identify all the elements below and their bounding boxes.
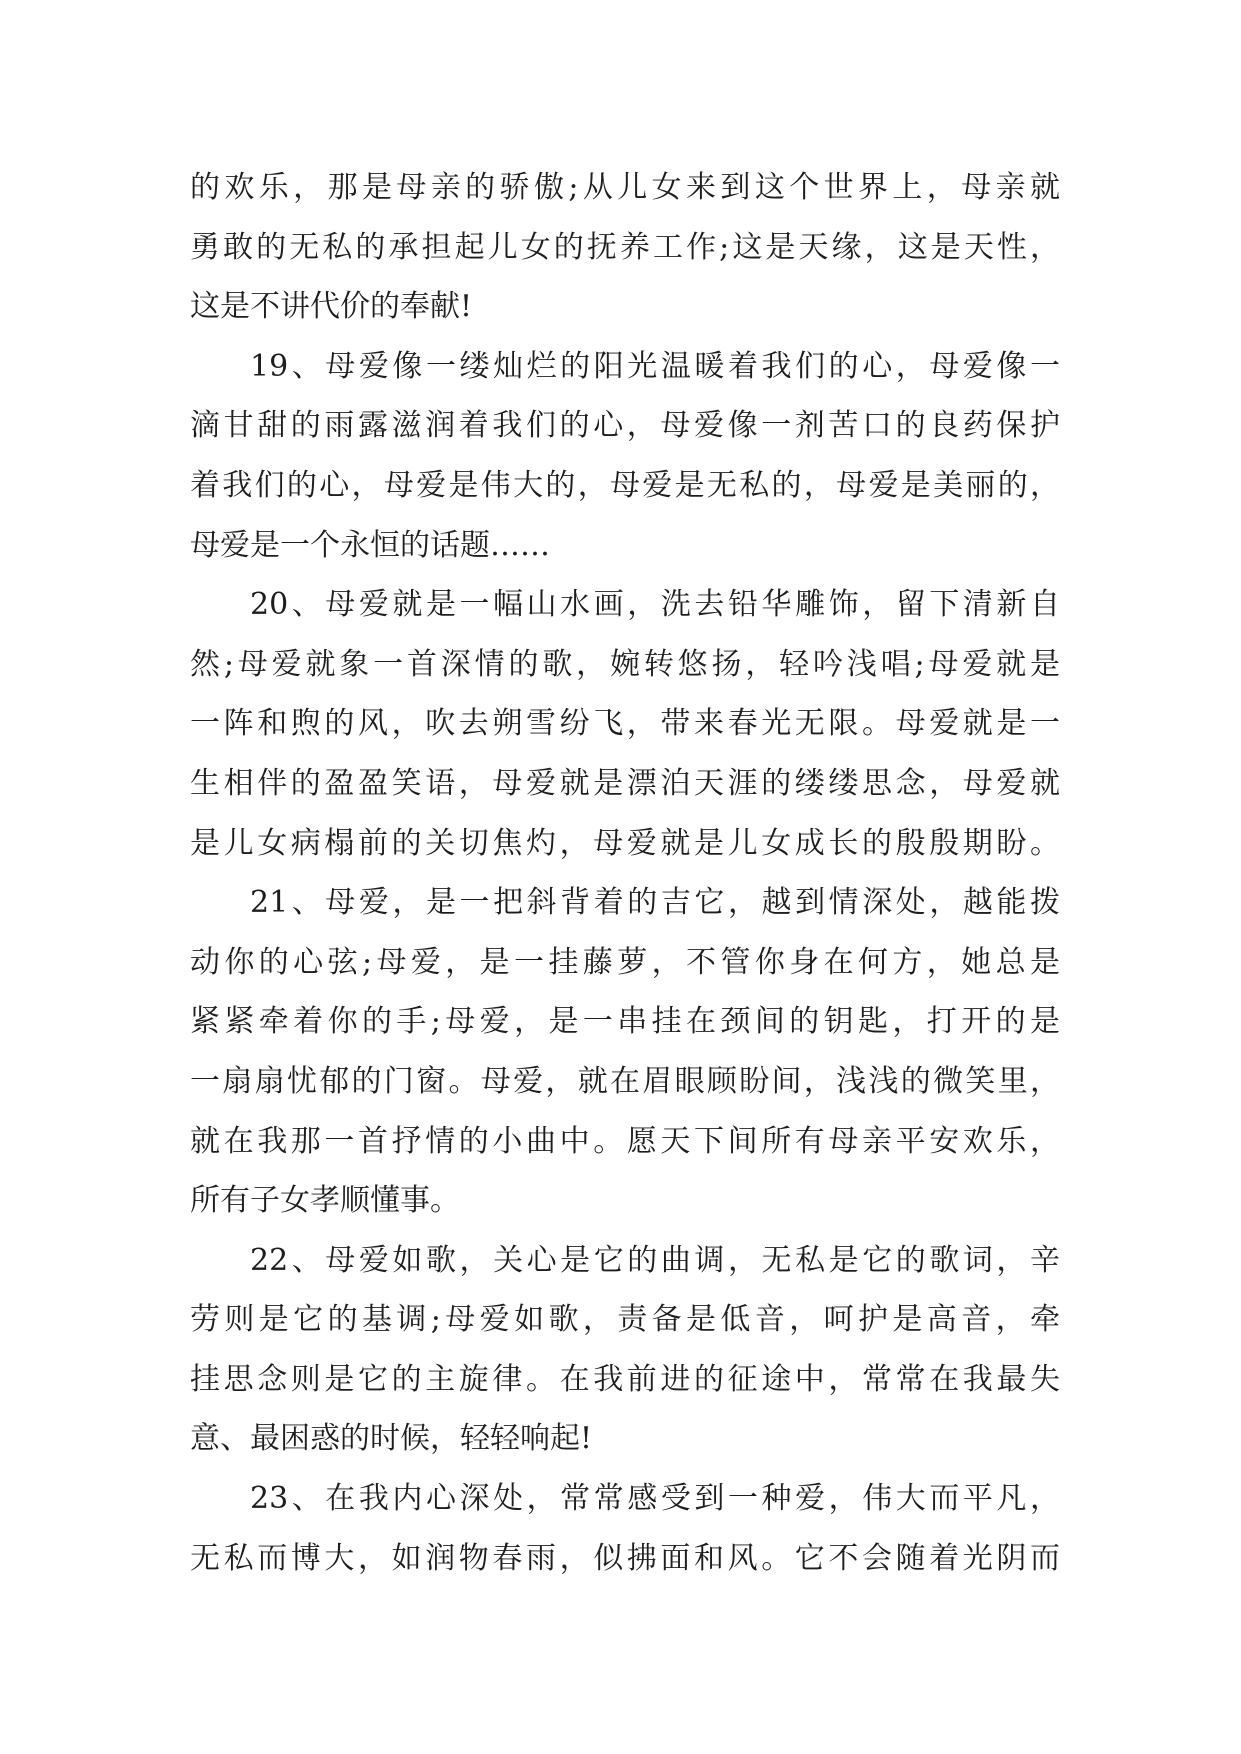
text-line: 紧紧牵着你的手;母爱，是一串挂在颈间的钥匙，打开的是 [190, 1004, 1060, 1040]
text-line: 这是不讲代价的奉献! [190, 289, 473, 325]
text-line: 动你的心弦;母爱，是一挂藤萝，不管你身在何方，她总是 [190, 944, 1060, 980]
text-line: 着我们的心，母爱是伟大的，母爱是无私的，母爱是美丽的， [190, 467, 1060, 503]
text-line: 所有子女孝顺懂事。 [190, 1183, 460, 1219]
text-line: 20、母爱就是一幅山水画，洗去铅华雕饰，留下清新自 [250, 587, 1060, 623]
text-line: 母爱是一个永恒的话题…… [190, 527, 550, 563]
document-body [190, 158, 1060, 1588]
text-line: 劳则是它的基调;母爱如歌，责备是低音，呵护是高音，牵 [190, 1302, 1060, 1338]
text-line: 23、在我内心深处，常常感受到一种爱，伟大而平凡， [250, 1481, 1060, 1517]
text-line: 挂思念则是它的主旋律。在我前进的征途中，常常在我最失 [190, 1361, 1060, 1397]
text-line: 然;母爱就象一首深情的歌，婉转悠扬，轻吟浅唱;母爱就是 [190, 646, 1060, 682]
text-line: 意、最困惑的时候，轻轻响起! [190, 1421, 593, 1457]
text-line: 21、母爱，是一把斜背着的吉它，越到情深处，越能拨 [250, 885, 1060, 921]
text-line: 的欢乐，那是母亲的骄傲;从儿女来到这个世界上，母亲就 [190, 170, 1060, 205]
text-line: 一阵和煦的风，吹去朔雪纷飞，带来春光无限。母爱就是一 [190, 706, 1060, 742]
text-line: 是儿女病榻前的关切焦灼，母爱就是儿女成长的殷殷期盼。 [190, 825, 1060, 861]
text-line: 就在我那一首抒情的小曲中。愿天下间所有母亲平安欢乐， [190, 1123, 1060, 1159]
text-line: 滴甘甜的雨露滋润着我们的心，母爱像一剂苦口的良药保护 [190, 408, 1060, 444]
text-line: 19、母爱像一缕灿烂的阳光温暖着我们的心，母爱像一 [250, 348, 1060, 384]
text-line: 勇敢的无私的承担起儿女的抚养工作;这是天缘，这是天性， [190, 229, 1060, 265]
text-line: 22、母爱如歌，关心是它的曲调，无私是它的歌词，辛 [250, 1242, 1060, 1278]
text-line: 生相伴的盈盈笑语，母爱就是漂泊天涯的缕缕思念，母爱就 [190, 765, 1060, 801]
text-line: 无私而博大，如润物春雨，似拂面和风。它不会随着光阴而 [190, 1540, 1060, 1576]
text-line: 一扇扇忧郁的门窗。母爱，就在眉眼顾盼间，浅浅的微笑里， [190, 1063, 1060, 1099]
